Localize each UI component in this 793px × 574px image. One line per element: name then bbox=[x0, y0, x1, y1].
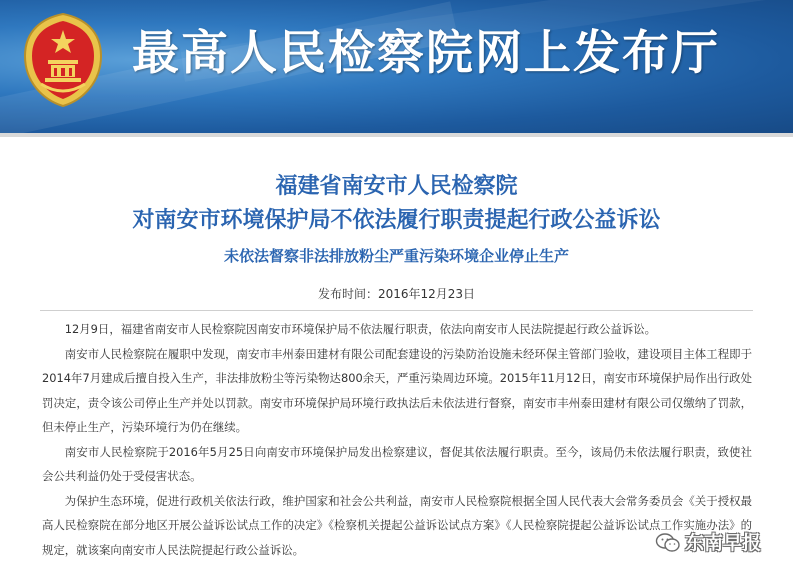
site-title: 最高人民检察院网上发布厅 bbox=[132, 26, 720, 81]
watermark-text: 东南早报 bbox=[685, 532, 762, 554]
paragraph: 为保护生态环境，促进行政机关依法行政，维护国家和社会公共利益，南安市人民检察院根据全国人民代表大会常务委员会《关于授权最高人民检察院在部分地区开展公益诉讼试点工作的决定》《检察机关提起公益诉讼试点方案》《人民检察院提起公益诉讼试点工作实施办法》的规定，就该案向南安市人民法院提起行政公益诉讼。 bbox=[42, 493, 752, 557]
article-title-line2: 对南安市环境保护局不依法履行职责提起行政公益诉讼 bbox=[132, 207, 661, 233]
watermark bbox=[655, 528, 785, 558]
header-banner bbox=[0, 0, 793, 133]
paragraph: 南安市人民检察院在履职中发现，南安市丰州泰田建材有限公司配套建设的污染防治设施未经环保主管部门验收，建设项目主体工程即于2014年7月建成后擅自投入生产，非法排放粉尘等污染物达800余天，严重污染周边环境。2015年11月12日，南安市环境保护局作出行政处罚决定，责令该公司停止生产并处以罚款。南安市环境保护局环境行政执法后未依法进行督察，南安市丰州泰田建材有限公司仅缴纳了罚款，但未停止生产，污染环境行为仍在继续。 bbox=[42, 346, 752, 434]
article-title-line1: 福建省南安市人民检察院 bbox=[275, 173, 518, 199]
publish-time: 发布时间：2016年12月23日 bbox=[317, 287, 476, 301]
banner-divider bbox=[0, 133, 793, 137]
article-body bbox=[42, 317, 752, 562]
paragraph: 12月9日，福建省南安市人民检察院因南安市环境保护局不依法履行职责，依法向南安市人民法院提起行政公益诉讼。 bbox=[64, 322, 657, 336]
divider bbox=[40, 310, 753, 311]
wechat-icon bbox=[655, 530, 681, 556]
article-subtitle: 未依法督察非法排放粉尘严重污染环境企业停止生产 bbox=[223, 247, 569, 265]
procuratorate-emblem-icon bbox=[21, 12, 105, 108]
paragraph: 南安市人民检察院于2016年5月25日向南安市环境保护局发出检察建议，督促其依法履行职责。至今，该局仍未依法履行职责，致使社会公共利益仍处于受侵害状态。 bbox=[42, 444, 752, 483]
